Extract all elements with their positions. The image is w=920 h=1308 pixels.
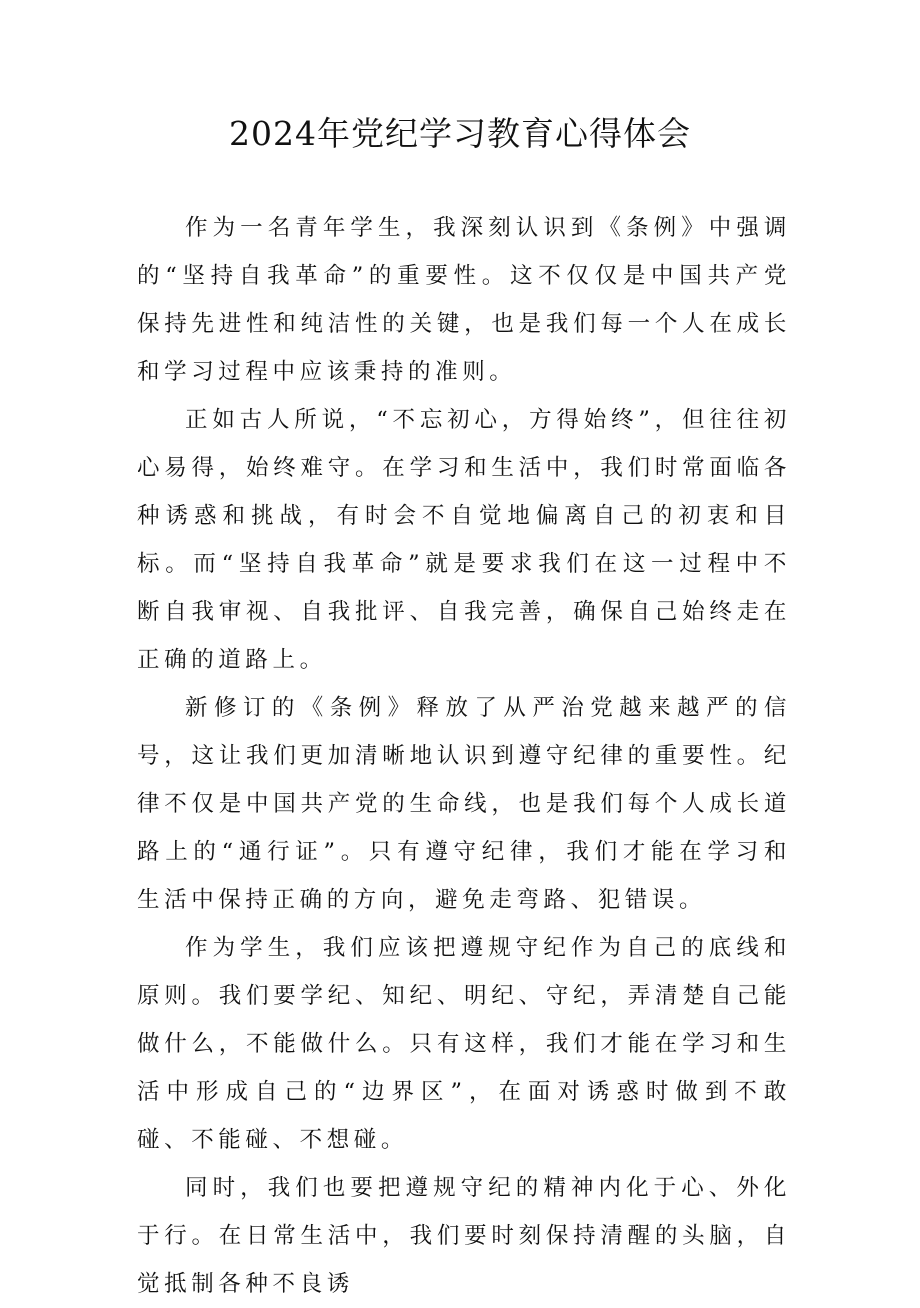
document-title: 2024年党纪学习教育心得体会	[229, 114, 691, 153]
document-body	[137, 204, 791, 1308]
paragraph: 作为一名青年学生，我深刻认识到《条例》中强调的“坚持自我革命”的重要性。这不仅仅是中国共产党保持先进性和纯洁性的关键，也是我们每一个人在成长和学习过程中应该秉持的准则。	[137, 215, 791, 385]
paragraph: 新修订的《条例》释放了从严治党越来越严的信号，这让我们更加清晰地认识到遵守纪律的重要性。纪律不仅是中国共产党的生命线，也是我们每个人成长道路上的“通行证”。只有遵守纪律，我们才能在学习和生活中保持正确的方向，避免走弯路、犯错误。	[137, 695, 791, 913]
paragraph: 作为学生，我们应该把遵规守纪作为自己的底线和原则。我们要学纪、知纪、明纪、守纪，弄清楚自己能做什么，不能做什么。只有这样，我们才能在学习和生活中形成自己的“边界区”，在面对诱惑时做到不敢碰、不能碰、不想碰。	[137, 935, 791, 1153]
paragraph: 同时，我们也要把遵规守纪的精神内化于心、外化于行。在日常生活中，我们要时刻保持清醒的头脑，自觉抵制各种不良诱	[137, 1175, 791, 1297]
paragraph: 正如古人所说，“不忘初心，方得始终”，但往往初心易得，始终难守。在学习和生活中，我们时常面临各种诱惑和挑战，有时会不自觉地偏离自己的初衷和目标。而“坚持自我革命”就是要求我们在这一过程中不断自我审视、自我批评、自我完善，确保自己始终走在正确的道路上。	[137, 407, 791, 673]
